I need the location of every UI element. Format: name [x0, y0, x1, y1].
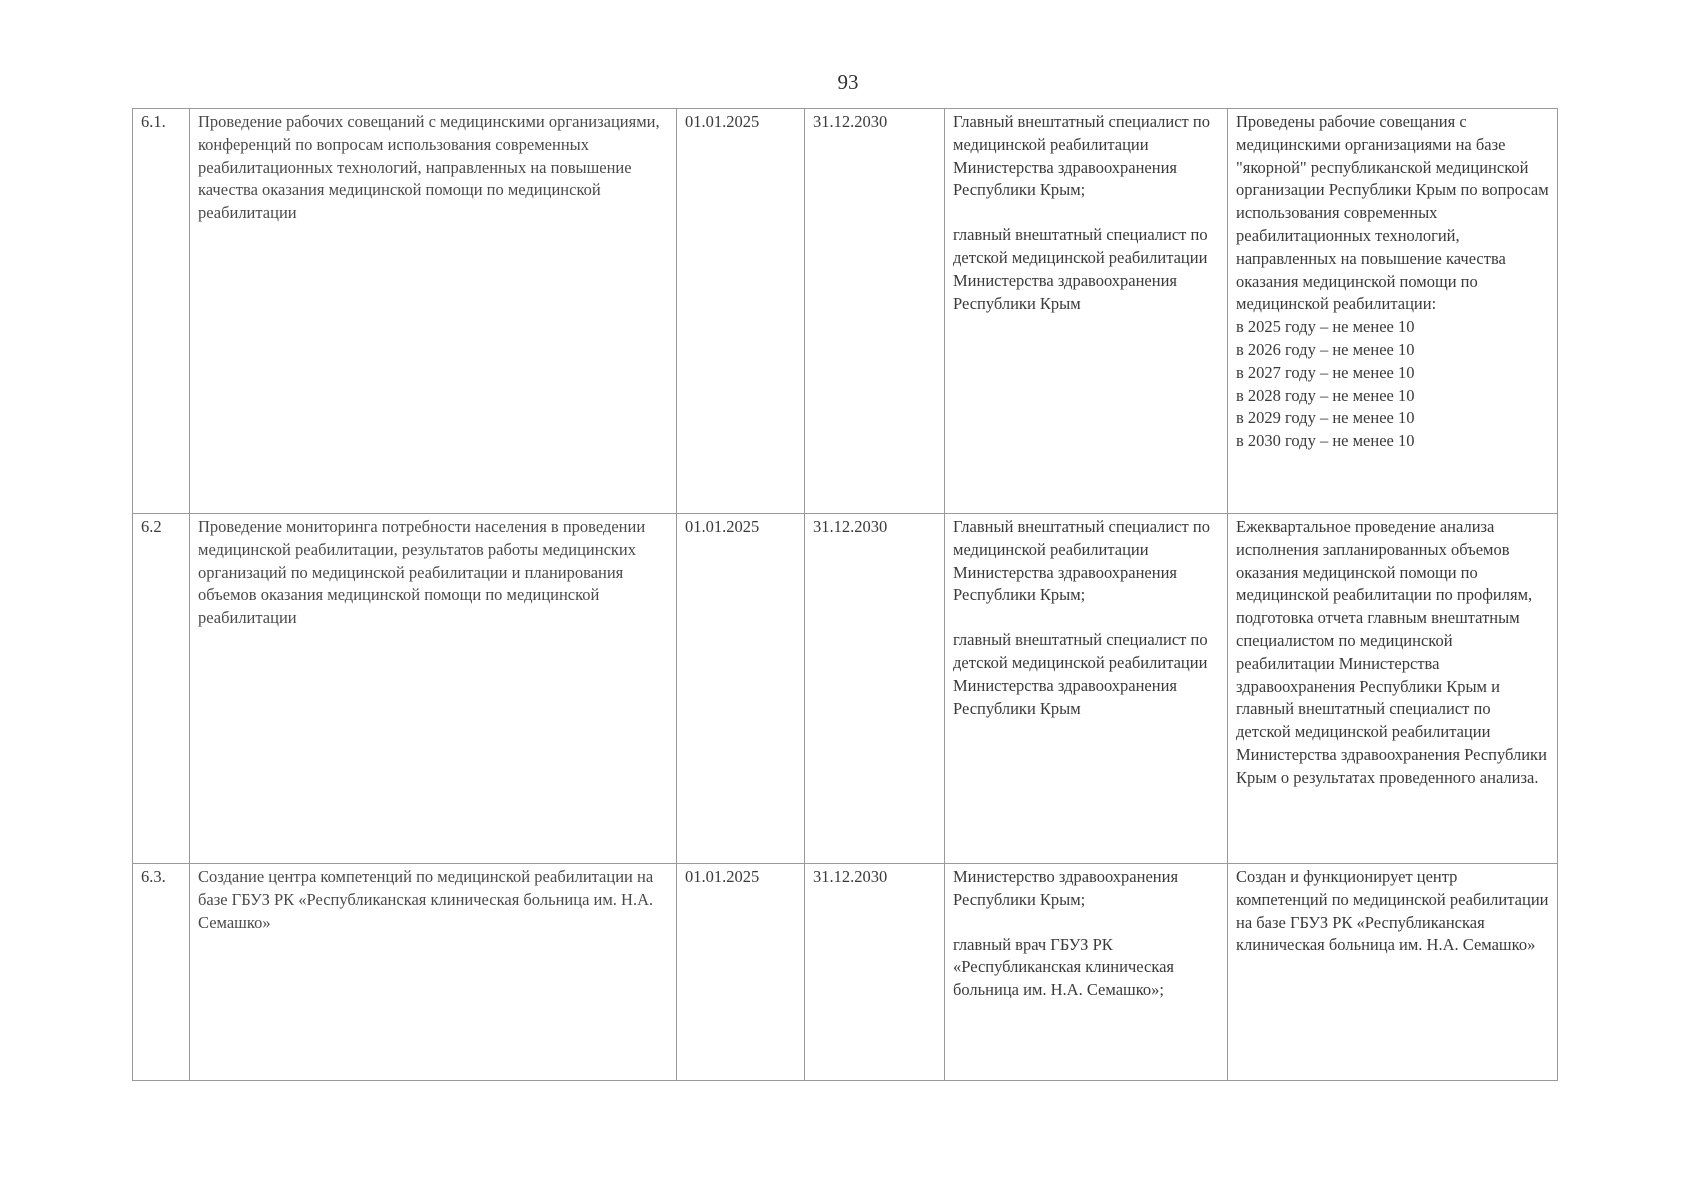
table-row	[133, 514, 1558, 864]
measures-table	[132, 108, 1558, 1081]
end-date: 31.12.2030	[805, 514, 945, 864]
responsible-entry: Главный внештатный специалист по медицинской реабилитации Министерства здравоохранения Республики Крым;	[953, 112, 1210, 200]
start-date: 01.01.2025	[677, 864, 805, 1081]
responsible-entry: Министерство здравоохранения Республики Крым;	[953, 867, 1179, 909]
expected-result: Создан и функционирует центр компетенций по медицинской реабилитации на базе ГБУЗ РК «Республиканская клиническая больница им. Н.А. Семашко»	[1228, 864, 1558, 1081]
table-row	[133, 109, 1558, 514]
responsible	[945, 109, 1228, 514]
responsible-entry: главный врач ГБУЗ РК «Республиканская клиническая больница им. Н.А. Семашко»;	[953, 934, 1175, 1000]
end-date: 31.12.2030	[805, 109, 945, 514]
end-date: 31.12.2030	[805, 864, 945, 1081]
start-date: 01.01.2025	[677, 109, 805, 514]
responsible	[945, 514, 1228, 864]
expected-result: Ежеквартальное проведение анализа исполнения запланированных объемов оказания медицинской помощи по медицинской реабилитации по профилям, подготовка отчета главным внештатным специалистом по медицинской реабилитации Министерства здравоохранения Республики Крым и главный внештатный специалист по детской медицинской реабилитации Министерства здравоохранения Республики Крым о результатах проведенного анализа.	[1228, 514, 1558, 864]
expected-result	[1228, 109, 1558, 514]
measure-name: Проведение рабочих совещаний с медицинскими организациями, конференций по вопросам использования современных реабилитационных технологий, направленных на повышение качества оказания медицинской помощи по медицинской реабилитации	[190, 109, 677, 514]
result-line: в 2026 году – не менее 10	[1236, 339, 1415, 359]
measure-name: Создание центра компетенций по медицинской реабилитации на базе ГБУЗ РК «Республиканская клиническая больница им. Н.А. Семашко»	[190, 864, 677, 1081]
result-line: в 2028 году – не менее 10	[1236, 385, 1415, 405]
result-line: в 2030 году – не менее 10	[1236, 431, 1415, 451]
result-line: в 2025 году – не менее 10	[1236, 317, 1415, 337]
item-number: 6.1.	[133, 109, 190, 514]
start-date: 01.01.2025	[677, 514, 805, 864]
item-number: 6.3.	[133, 864, 190, 1081]
responsible	[945, 864, 1228, 1081]
result-text: Проведены рабочие совещания с медицинскими организациями на базе "якорной" республиканской медицинской организации Республики Крым по вопросам использования современных реабилитационных технологий, направленных на повышение качества оказания медицинской помощи по медицинской реабилитации:	[1236, 112, 1549, 314]
page-number: 93	[837, 70, 859, 94]
responsible-entry: главный внештатный специалист по детской медицинской реабилитации Министерства здравоохранения Республики Крым	[953, 225, 1208, 313]
responsible-entry: главный внештатный специалист по детской медицинской реабилитации Министерства здравоохранения Республики Крым	[953, 630, 1208, 718]
item-number: 6.2	[133, 514, 190, 864]
result-line: в 2029 году – не менее 10	[1236, 408, 1415, 428]
responsible-entry: Главный внештатный специалист по медицинской реабилитации Министерства здравоохранения Республики Крым;	[953, 517, 1210, 605]
table-row	[133, 864, 1558, 1081]
measure-name: Проведение мониторинга потребности населения в проведении медицинской реабилитации, результатов работы медицинских организаций по медицинской реабилитации и планирования объемов оказания медицинской помощи по медицинской реабилитации	[190, 514, 677, 864]
result-line: в 2027 году – не менее 10	[1236, 362, 1415, 382]
